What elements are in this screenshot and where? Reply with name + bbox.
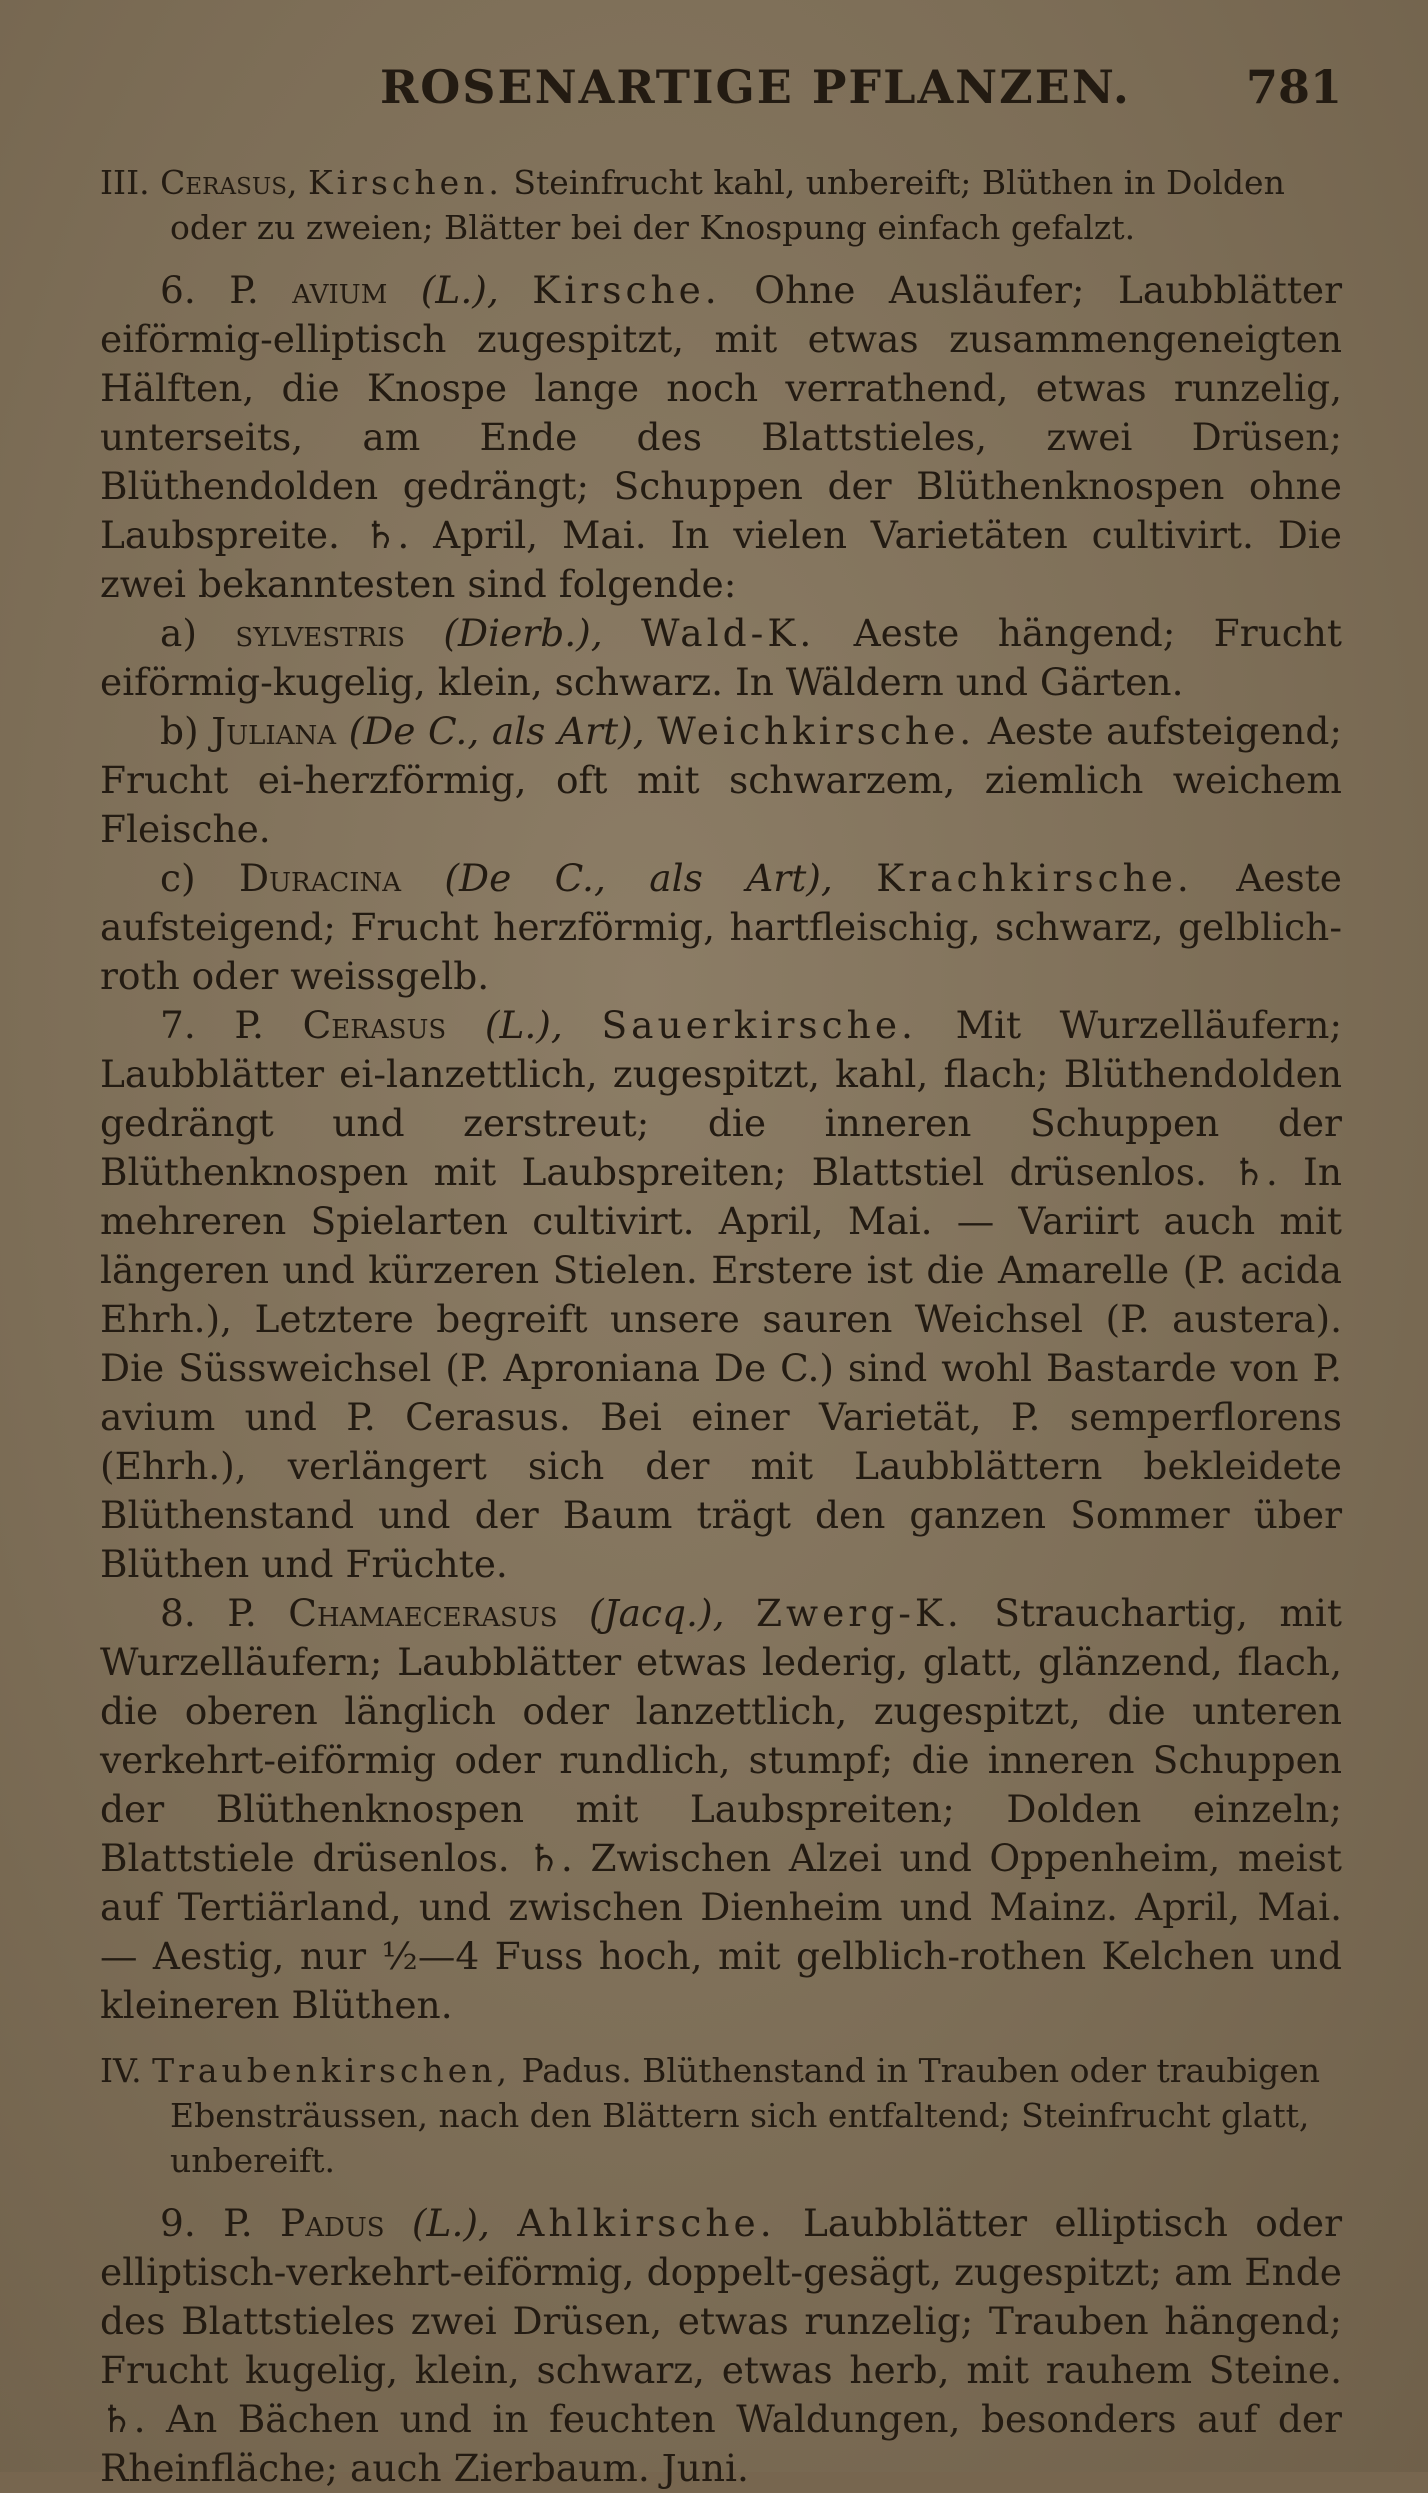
variety-entry: a) sylvestris (Dierb.), Wald-K. Aeste hängend; Frucht eiförmig-kugelig, klein, schwarz. In Wäldern und Gärten.: [100, 611, 1342, 704]
variety-entry: c) Duracina (De C., als Art), Krachkirsche. Aeste aufsteigend; Frucht herzförmig, hartfleischig, schwarz, gelblich-roth oder weissgelb.: [100, 856, 1342, 998]
section-heading: III. Cerasus, Kirschen. Steinfrucht kahl, unbereift; Blüthen in Dolden oder zu zweien; Blätter bei der Knospung einfach gefalzt.: [100, 163, 1285, 247]
species-entry: 6. P. avium (L.), Kirsche. Ohne Ausläufer; Laubblätter eiförmig-elliptisch zugespitzt, mit etwas zusammengeneigten Hälften, die Knospe lange noch verrathend, etwas runzelig, unterseits, am Ende des Blattstieles, zwei Drüsen; Blüthendolden gedrängt; Schuppen der Blüthenknospen ohne Laubspreite. ♄. April, Mai. In vielen Varietäten cultivirt. Die zwei bekanntesten sind folgende:: [100, 268, 1343, 606]
page-number: 781: [1245, 60, 1342, 114]
section-heading: IV. Traubenkirschen, Padus. Blüthenstand in Trauben oder traubigen Ebensträussen, nach den Blättern sich entfaltend; Steinfrucht glatt, unbereift.: [100, 2051, 1321, 2180]
page-body: [100, 160, 1342, 2493]
running-title: ROSENARTIGE PFLANZEN.: [380, 60, 1131, 114]
page-header: [100, 60, 1342, 130]
species-entry: 9. P. Padus (L.), Ahlkirsche. Laubblätter elliptisch oder elliptisch-verkehrt-eiförmig, doppelt-gesägt, zugespitzt; am Ende des Blattstieles zwei Drüsen, etwas runzelig; Trauben hängend; Frucht kugelig, klein, schwarz, etwas herb, mit rauhem Steine. ♄. An Bächen und in feuchten Waldungen, besonders auf der Rheinfläche; auch Zierbaum. Juni.: [100, 2201, 1342, 2490]
species-entry: 7. P. Cerasus (L.), Sauerkirsche. Mit Wurzelläufern; Laubblätter ei-lanzettlich, zugespitzt, kahl, flach; Blüthendolden gedrängt und zerstreut; die inneren Schuppen der Blüthenknospen mit Laubspreiten; Blattstiel drüsenlos. ♄. In mehreren Spielarten cultivirt. April, Mai. — Variirt auch mit längeren und kürzeren Stielen. Erstere ist die Amarelle (P. acida Ehrh.), Letztere begreift unsere sauren Weichsel (P. austera). Die Süssweichsel (P. Aproniana De C.) sind wohl Bastarde von P. avium und P. Cerasus. Bei einer Varietät, P. semperflorens (Ehrh.), verlängert sich der mit Laubblättern bekleidete Blüthenstand und der Baum trägt den ganzen Sommer über Blüthen und Früchte.: [100, 1003, 1343, 1586]
variety-entry: b) Juliana (De C., als Art), Weichkirsche. Aeste aufsteigend; Frucht ei-herzförmig, oft mit schwarzem, ziemlich weichem Fleische.: [100, 709, 1342, 851]
species-entry: 8. P. Chamaecerasus (Jacq.), Zwerg-K. Strauchartig, mit Wurzelläufern; Laubblätter etwas lederig, glatt, glänzend, flach, die oberen länglich oder lanzettlich, zugespitzt, die unteren verkehrt-eiförmig oder rundlich, stumpf; die inneren Schuppen der Blüthenknospen mit Laubspreiten; Dolden einzeln; Blattstiele drüsenlos. ♄. Zwischen Alzei und Oppenheim, meist auf Tertiärland, und zwischen Dienheim und Mainz. April, Mai. — Aestig, nur ½—4 Fuss hoch, mit gelblich-rothen Kelchen und kleineren Blüthen.: [100, 1591, 1342, 2027]
